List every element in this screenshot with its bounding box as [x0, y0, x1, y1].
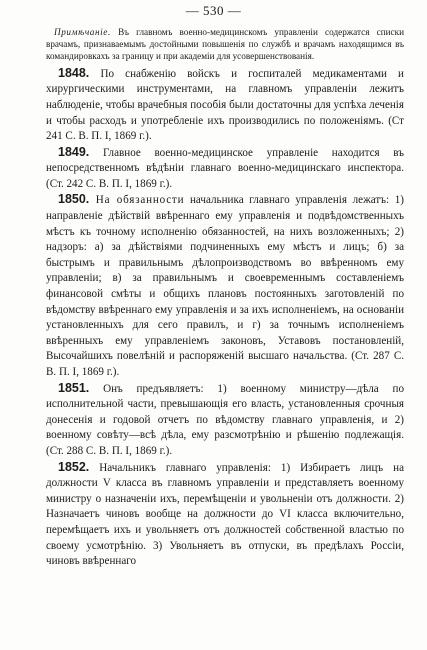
- article-number: 1849.: [58, 144, 90, 159]
- note-text: Въ главномъ военно-медицинскомъ управленіи содержатся списки врачамъ, признаваемымъ достойными повышенія по службѣ и врачамъ находящимся въ командировкахъ за границу и при академіи для усовершенствованія.: [46, 27, 404, 61]
- article-text: Начальникъ главнаго управленія: 1) Избираетъ лицъ на должности V класса въ главномъ управленіи и представляетъ военному министру о назначеніи ихъ, перемѣщеніи и увольненіи отъ должности. 2) Назначаетъ чиновъ вообще на должности до VI класса включительно, перемѣщаетъ ихъ и увольняетъ отъ должностей собственной властью по своему усмотрѣнію. 3) Увольняетъ въ отпуски, въ предѣлахъ Россіи, чиновъ ввѣреннаго: [46, 461, 404, 568]
- article-1848: [46, 66, 404, 145]
- article-1851: [46, 381, 404, 460]
- article-text: Главное военно-медицинское управленіе находится въ непосредственномъ вѣдѣніи главнаго военно-медицинскаго инспектора. (Ст. 242 С. В. П. I, 1869 г.).: [46, 146, 404, 190]
- page-body: [46, 27, 404, 570]
- article-number: 1851.: [58, 380, 90, 395]
- article-spaced-text: На обязанности: [89, 194, 185, 207]
- article-1850: [46, 192, 404, 380]
- article-1852: [46, 460, 404, 570]
- article-1849: [46, 145, 404, 193]
- article-number: 1850.: [58, 192, 90, 207]
- article-number: 1852.: [58, 459, 90, 474]
- page-number: — 530 —: [185, 3, 242, 18]
- note-label: Примѣчаніе.: [54, 27, 111, 37]
- note-paragraph: [46, 27, 404, 63]
- article-text: По снабженію войскъ и госпиталей медикаментами и хирургическими инструментами, на главномъ управленіи лежитъ наблюденіе, чтобы врачебныя пособія были достаточны для успѣха леченія и чтобы расходъ и употребленіе ихъ производились по положеніямъ. (Ст 241 С. В. П. I, 1869 г.).: [46, 67, 404, 143]
- article-text: Онъ предъявляетъ: 1) военному министру—дѣла по исполнительной части, превышающія его власть, установленныя срочныя донесенія и годовой отчетъ по вѣдомству главнаго управленія, и 2) военному совѣту—всѣ дѣла, ему разсмотрѣнію и рѣшенію подлежащія. (Ст. 288 С. В. П. I, 1869 г.).: [46, 382, 404, 457]
- article-number: 1848.: [58, 65, 90, 80]
- article-text: начальника главнаго управленія лежатъ: 1) направленіе дѣйствій ввѣреннаго ему управленія и подвѣдомственныхъ мѣстъ къ точному исполненію обязанностей, на нихъ возложенныхъ; 2) надзоръ: а) за дѣйствіями подчиненныхъ ему мѣстъ и лицъ; б) за быстрымъ и правильнымъ дѣлопроизводствомъ во ввѣренномъ ему управленіи; в) за правильнымъ и своевременнымъ составленіемъ финансовой смѣты и общихъ плановъ постоянныхъ заготовленій по вѣдомству ввѣреннаго ему управленія и за ихъ исполненіемъ, на основаніи установленныхъ для сего правилъ, и г) за точнымъ исполненіемъ ввѣренныхъ ему управленіемъ законовъ, Уставовъ постановленій, Высочайшихъ повелѣній и распоряженій высшаго начальства. (Ст. 287 С. В. П. I, 1869 г.).: [46, 194, 404, 378]
